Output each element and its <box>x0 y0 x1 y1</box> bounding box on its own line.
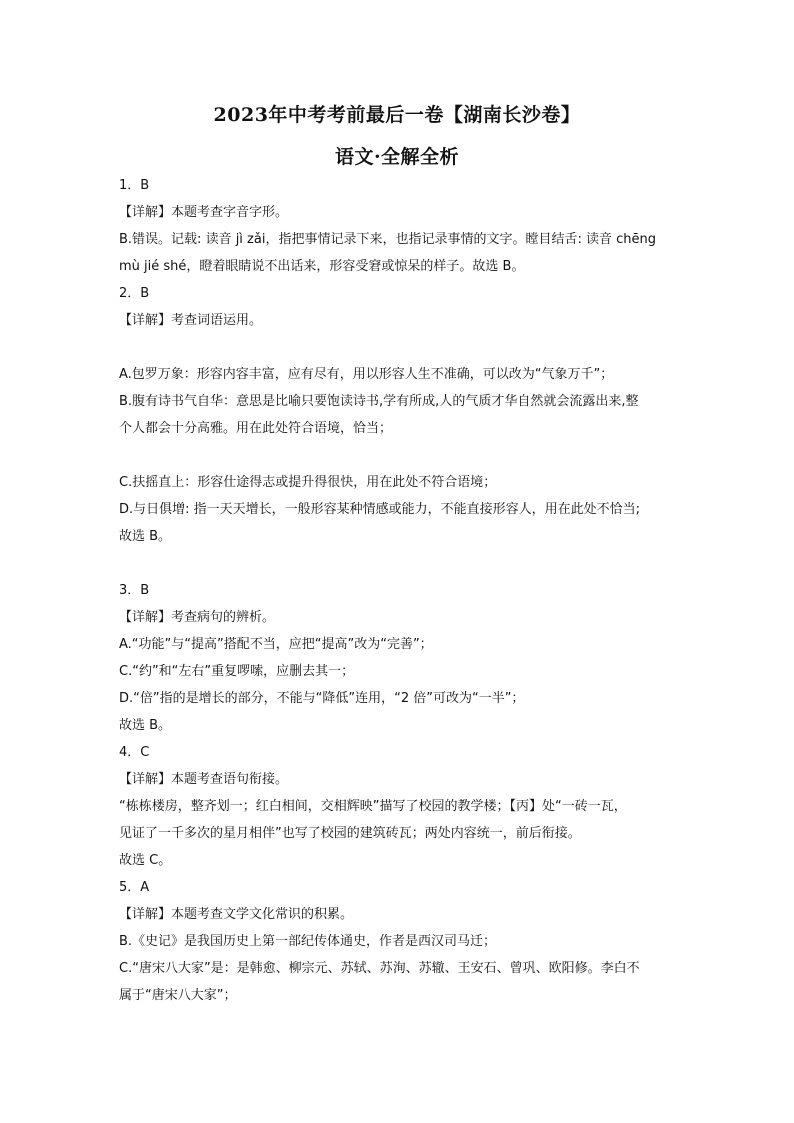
explanation-line: B.错误。记载: 读音 jì zǎi，指把事情记录下来，也指记录事情的文字。瞠目结舌: 读音 chēng <box>119 232 656 247</box>
explanation-line: 【详解】考查词语运用。 <box>119 313 263 328</box>
explanation-line: A.包罗万象：形容内容丰富，应有尽有，用以形容人生不准确，可以改为“气象万千”； <box>119 367 614 382</box>
explanation-line: 故选 B。 <box>119 718 172 733</box>
explanation-line: B.《史记》是我国历史上第一部纪传体通史，作者是西汉司马迁； <box>119 934 497 949</box>
blank-line <box>119 442 679 469</box>
explanation-line: 【详解】本题考查字音字形。 <box>119 205 289 220</box>
page-title: 2023年中考考前最后一卷【湖南长沙卷】 <box>213 104 581 126</box>
explanation-line: “栋栋楼房，整齐划一；红白相间，交相辉映”描写了校园的教学楼；【丙】处“一砖一瓦， <box>119 799 627 814</box>
explanation-line: 故选 B。 <box>119 529 172 544</box>
blank-line <box>119 334 679 361</box>
explanation-line: 故选 C。 <box>119 853 172 868</box>
answer-body <box>119 172 679 1009</box>
explanation-line: 个人都会十分高雅。用在此处符合语境，恰当； <box>119 421 393 436</box>
blank-line <box>119 550 679 577</box>
explanation-line: D.与日俱增: 指一天天增长，一般形容某种情感或能力，不能直接形容人，用在此处不恰当; <box>119 502 641 517</box>
explanation-line: A.“功能”与“提高”搭配不当，应把“提高”改为“完善”； <box>119 637 433 652</box>
explanation-line: C.“唐宋八大家”是：是韩愈、柳宗元、苏轼、苏洵、苏辙、王安石、曾巩、欧阳修。李白不 <box>119 961 640 976</box>
page-subtitle: 语文·全解全析 <box>334 146 460 168</box>
explanation-line: 【详解】考查病句的辨析。 <box>119 610 276 625</box>
explanation-line: C.扶摇直上：形容仕途得志或提升得很快，用在此处不符合语境； <box>119 475 497 490</box>
explanation-line: 属于“唐宋八大家”； <box>119 988 237 1003</box>
explanation-line: D.“倍”指的是增长的部分，不能与“降低”连用，“2 倍”可改为“一半”； <box>119 691 525 706</box>
explanation-line: B.腹有诗书气自华：意思是比喻只要饱读诗书,学有所成,人的气质才华自然就会流露出来,整 <box>119 394 639 409</box>
explanation-line: 【详解】本题考查语句衔接。 <box>119 772 289 787</box>
answer-line-q2: 2．B <box>119 286 150 301</box>
answer-line-q3: 3．B <box>119 583 150 598</box>
answer-line-q1: 1．B <box>119 178 150 193</box>
answer-line-q4: 4．C <box>119 745 150 760</box>
explanation-line: 见证了一千多次的星月相伴”也写了校园的建筑砖瓦；两处内容统一，前后衔接。 <box>119 826 581 841</box>
explanation-line: 【详解】本题考查文学文化常识的积累。 <box>119 907 354 922</box>
answer-line-q5: 5．A <box>119 880 150 895</box>
explanation-line: C.“约”和“左右”重复啰嗦，应删去其一； <box>119 664 355 679</box>
explanation-line: mù jié shé，瞪着眼睛说不出话来，形容受窘或惊呆的样子。故选 B。 <box>119 259 525 274</box>
